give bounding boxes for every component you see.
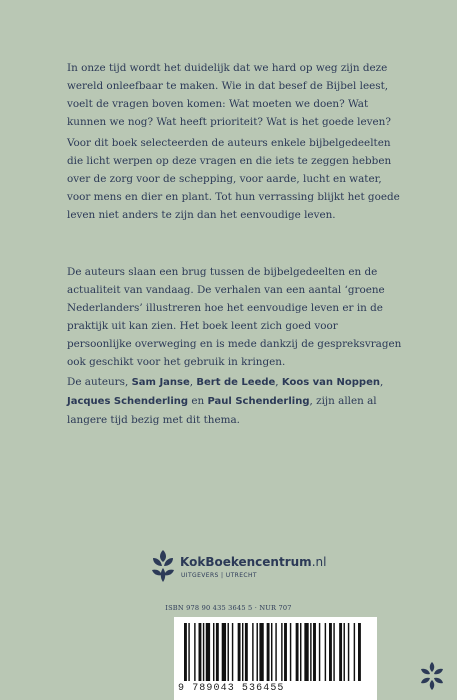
barcode-bar [242, 623, 243, 681]
paragraph-text: De auteurs slaan een brug tussen de bijbelgedeelten en de actualiteit van vandaag. De verhalen van een aantal ‘groene Nederlanders’ illustreren hoe het eenvoudige leven er in de praktijk uit kan zien. Het boek leent zich goed voor persoonlijke overweging en is mede dankzij de gespreksvragen ook geschikt voor het gebruik in kringen. [67, 266, 402, 368]
barcode-bar [259, 623, 263, 681]
publisher-logo [150, 548, 370, 588]
barcode-digits: 9 789043 536455 [178, 683, 285, 694]
barcode-bar [344, 623, 345, 681]
barcode-bar [203, 623, 204, 681]
barcode-bar [325, 623, 326, 681]
separator: en [188, 395, 208, 407]
barcode-bar [339, 623, 342, 681]
barcode-bar [290, 623, 291, 681]
barcode-bar [252, 623, 253, 681]
separator: , [275, 376, 282, 388]
separator: , [379, 376, 384, 388]
barcode-bars [174, 617, 377, 685]
barcode-bar [238, 623, 241, 681]
barcode-bar [206, 623, 210, 681]
author-name: Sam Janse [131, 377, 190, 388]
barcode-bar [275, 623, 276, 681]
author-name: Bert de Leede [196, 377, 276, 388]
barcode-bar [333, 623, 334, 681]
barcode-bar [271, 623, 272, 681]
authors-intro: De auteurs, [67, 376, 132, 388]
barcode-bar [216, 623, 219, 681]
barcode-bar [296, 623, 299, 681]
publisher-tagline: UITGEVERS | UTRECHT [181, 572, 257, 579]
authors-text [67, 373, 403, 429]
barcode-bar [188, 623, 189, 681]
publisher-name [180, 555, 326, 569]
sprout-leaves-icon [150, 548, 176, 584]
separator: , [189, 376, 197, 388]
publisher-name-tld: .nl [311, 555, 327, 569]
barcode-bar [310, 623, 311, 681]
paragraph-text: In onze tijd wordt het duidelijk dat we hard op weg zijn deze wereld onleefbaar te maken. Wie in dat besef de Bijbel leest, voelt de vragen boven komen: Wat moeten we doen? Wat kunnen we nog? Wat heeft prioriteit? Wat is het goede leven? [67, 62, 391, 128]
barcode-bar [232, 623, 233, 681]
barcode-bar [354, 623, 355, 681]
barcode-bar [358, 623, 361, 681]
publisher-name-main: KokBoekencentrum [180, 555, 312, 569]
star-cross-leaves-icon [419, 661, 445, 691]
author-name: Paul Schenderling [207, 396, 310, 407]
barcode-bar [228, 623, 229, 681]
barcode-bar [313, 623, 316, 681]
barcode [174, 617, 377, 700]
author-name: Jacques Schenderling [67, 396, 189, 407]
barcode-bar [199, 623, 202, 681]
barcode-bar [257, 623, 258, 681]
barcode-bar [213, 623, 214, 681]
paragraph-text: Voor dit boek selecteerden de auteurs enkele bijbelgedeelten die licht werpen op deze vragen en die iets te zeggen hebben over de zorg voor de schepping, voor aarde, lucht en water, voor mens en dier en plant. Tot hun verrassing blijkt het goede leven niet anders te zijn dan het eenvoudige leven. [67, 137, 400, 221]
barcode-bar [284, 623, 287, 681]
authors-outro: , zijn allen al langere tijd bezig met dit thema. [67, 395, 377, 426]
barcode-bar [300, 623, 301, 681]
barcode-bar [184, 623, 187, 681]
blurb-paragraph-2 [67, 134, 403, 224]
barcode-bar [245, 623, 248, 681]
barcode-bar [329, 623, 332, 681]
blurb-paragraph-3 [67, 263, 403, 371]
barcode-bar [319, 623, 320, 681]
blurb-paragraph-1 [67, 59, 403, 131]
barcode-bar [194, 623, 195, 681]
barcode-bar [304, 623, 308, 681]
authors-paragraph [67, 373, 403, 429]
barcode-bar [348, 623, 349, 681]
barcode-bar [267, 623, 270, 681]
author-name: Koos van Noppen [281, 377, 380, 388]
isbn-line: ISBN 978 90 435 3645 5 · NUR 707 [165, 604, 292, 612]
barcode-bar [281, 623, 282, 681]
barcode-bar [222, 623, 226, 681]
